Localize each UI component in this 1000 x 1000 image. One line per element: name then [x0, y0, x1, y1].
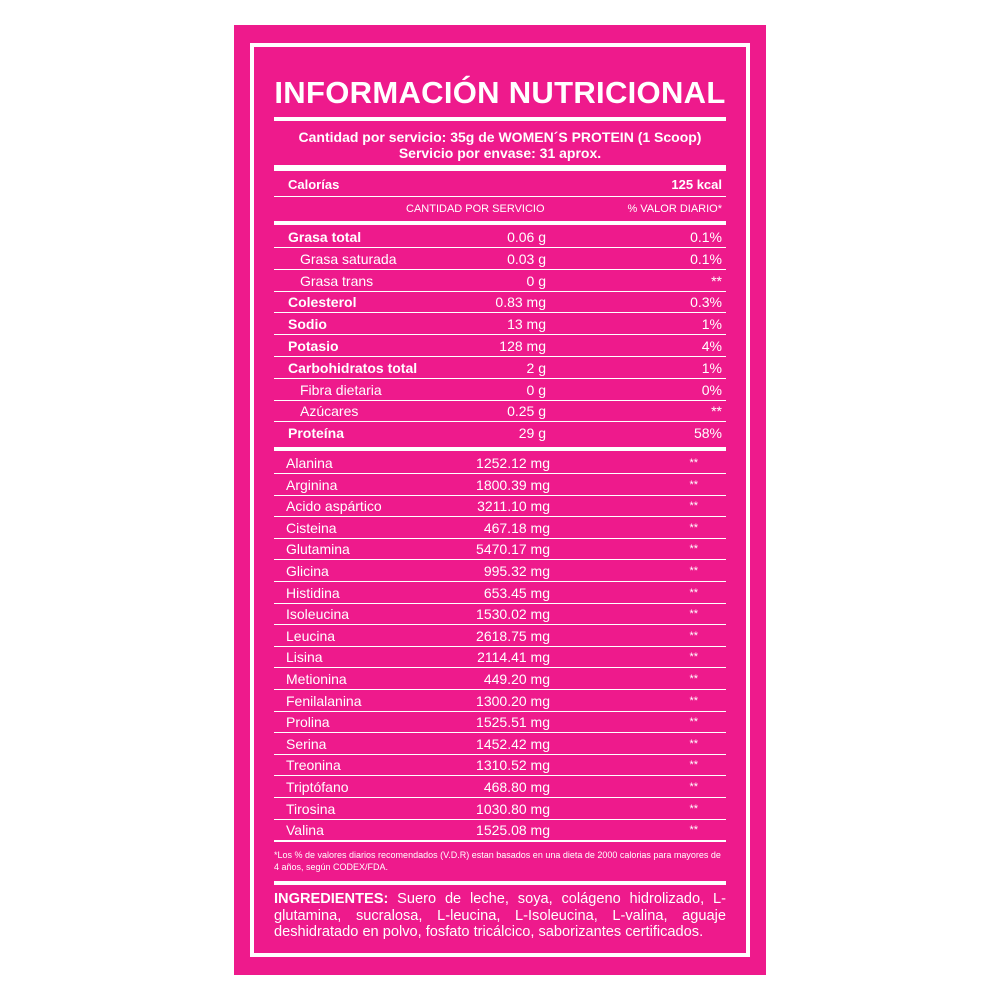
amino-acid-label: Triptófano — [286, 779, 349, 795]
header-divider — [274, 221, 726, 225]
amino-acid-label: Tirosina — [286, 800, 336, 817]
nutrient-row — [274, 423, 726, 443]
serving-info — [274, 129, 726, 161]
nutrient-amount: 29 g — [518, 425, 546, 442]
label-title: INFORMACIÓN NUTRICIONAL — [274, 75, 726, 110]
nutrient-row — [274, 249, 726, 269]
amino-acid-label: Fenilalanina — [286, 692, 362, 709]
amino-acid-row — [274, 755, 726, 775]
amino-acid-row — [274, 583, 726, 603]
nutrient-daily-value: 0.1% — [690, 250, 722, 267]
amino-acid-label: Histidina — [286, 584, 340, 601]
nutrient-daily-value: 58% — [693, 425, 722, 442]
calories-label: Calorías — [288, 177, 340, 192]
nutrient-daily-value: ** — [711, 272, 722, 289]
amino-acid-daily-value: ** — [689, 673, 698, 685]
amino-acid-amount: 468.80 mg — [483, 779, 550, 795]
nutrient-amount: 0 g — [526, 272, 546, 289]
amount-column-header: CANTIDAD POR SERVICIO — [406, 203, 545, 215]
amino-acid-amount: 467.18 mg — [483, 519, 550, 536]
amino-acid-daily-value: ** — [689, 543, 698, 556]
nutrient-row — [274, 314, 726, 334]
nutrient-daily-value: ** — [711, 403, 722, 420]
amino-acid-label: Isoleucina — [286, 606, 350, 623]
amino-acid-amount: 1525.08 mg — [476, 822, 550, 839]
amino-acid-row — [274, 777, 726, 797]
nutrient-amount: 0.03 g — [507, 250, 546, 267]
nutrient-label: Proteína — [288, 425, 345, 442]
nutrient-row — [274, 401, 726, 421]
amino-acid-amount: 1310.52 mg — [476, 757, 550, 774]
serving-divider — [274, 165, 726, 171]
nutrient-label: Grasa trans — [300, 272, 374, 289]
amino-acid-daily-value: ** — [689, 716, 698, 729]
amino-acid-amount: 1800.39 mg — [476, 476, 550, 493]
nutrient-row — [274, 271, 726, 291]
nutrient-label: Grasa saturada — [300, 250, 397, 267]
amino-acid-label: Valina — [286, 822, 324, 839]
amino-acid-daily-value: ** — [689, 478, 698, 491]
column-headers — [274, 199, 726, 219]
amino-acid-row — [274, 647, 726, 667]
amino-acid-amount: 1525.51 mg — [476, 714, 550, 731]
daily-value-footnote: *Los % de valores diarios recomendados (V.D.R) estan basados en una dieta de 2000 calorias para mayores de 4 años, según CODEX/FDA. — [274, 850, 721, 872]
serving-size: Cantidad por servicio: 35g de WOMEN´S PROTEIN (1 Scoop) — [298, 129, 702, 145]
nutrient-amount: 128 mg — [499, 338, 546, 354]
amino-acid-label: Glicina — [286, 563, 329, 579]
nutrient-row — [274, 380, 726, 400]
amino-acid-amount: 653.45 mg — [483, 584, 550, 601]
nutrient-daily-value: 1% — [701, 359, 722, 376]
amino-acid-amount: 1300.20 mg — [476, 692, 550, 709]
nutrient-daily-value: 1% — [701, 316, 722, 333]
nutrient-label: Fibra dietaria — [300, 381, 382, 398]
amino-acid-amount: 2618.75 mg — [476, 627, 550, 644]
amino-acid-daily-value: ** — [689, 759, 698, 772]
amino-acid-row — [274, 626, 726, 646]
nutrient-row — [274, 336, 726, 356]
amino-acid-daily-value: ** — [689, 500, 698, 513]
label-frame — [250, 43, 750, 957]
calories-divider — [274, 196, 726, 197]
nutrient-daily-value: 4% — [701, 338, 722, 354]
amino-acid-daily-value: ** — [689, 586, 698, 599]
amino-acid-row — [274, 669, 726, 689]
amino-acid-amount: 1530.02 mg — [476, 606, 550, 623]
amino-acid-daily-value: ** — [689, 781, 698, 793]
amino-acid-daily-value: ** — [689, 694, 698, 707]
title-divider — [274, 117, 726, 121]
amino-acid-row — [274, 604, 726, 624]
amino-acid-row — [274, 496, 726, 516]
amino-acid-daily-value: ** — [689, 824, 698, 837]
nutrient-amount: 0.06 g — [507, 229, 546, 245]
nutrient-label: Potasio — [288, 338, 339, 354]
amino-acid-daily-value: ** — [689, 457, 698, 469]
amino-acid-label: Acido aspártico — [286, 498, 382, 515]
amino-acid-row — [274, 561, 726, 581]
calories-value: 125 kcal — [671, 177, 722, 192]
nutrient-daily-value: 0% — [701, 381, 722, 398]
nutrient-label: Colesterol — [288, 294, 357, 311]
amino-acid-daily-value: ** — [689, 629, 698, 642]
nutrient-label: Carbohidratos total — [288, 359, 418, 376]
amino-acid-row — [274, 475, 726, 495]
nutrient-amount: 0.83 mg — [495, 294, 546, 311]
amino-acid-label: Arginina — [286, 476, 338, 493]
nutrient-row — [274, 227, 726, 247]
amino-acid-label: Cisteina — [286, 519, 337, 536]
nutrient-daily-value: 0.1% — [690, 229, 722, 245]
ingredients-text: Suero de leche, soya, colágeno hidrolizado, L-glutamina, sucralosa, L-leucina, L-Isoleucina, L-valina, aguaje deshidratado en polvo, fosfato tricálcico, saborizantes certificados. — [274, 891, 726, 940]
nutrient-amount: 2 g — [526, 359, 546, 376]
amino-acid-row — [274, 518, 726, 538]
amino-acid-label: Prolina — [286, 714, 330, 731]
nutrition-label-panel — [234, 25, 766, 975]
amino-acid-amount: 1452.42 mg — [476, 735, 550, 752]
amino-acid-row — [274, 799, 726, 819]
ingredients-label: INGREDIENTES: — [274, 891, 389, 907]
nutrient-amount: 13 mg — [507, 316, 546, 333]
footnote-divider — [274, 881, 726, 885]
calories-row — [274, 175, 726, 195]
amino-acid-amount: 3211.10 mg — [477, 498, 550, 515]
amino-acid-label: Metionina — [286, 671, 347, 687]
nutrient-label: Sodio — [288, 316, 327, 333]
amino-acid-row — [274, 691, 726, 711]
amino-acid-label: Alanina — [286, 455, 333, 471]
amino-acid-daily-value: ** — [689, 521, 698, 534]
amino-acid-amount: 1252.12 mg — [476, 455, 550, 471]
ingredients-section — [274, 891, 726, 941]
amino-acid-row — [274, 453, 726, 473]
nutrient-label: Azúcares — [300, 403, 359, 420]
nutrient-daily-value: 0.3% — [690, 294, 722, 311]
nutrient-row — [274, 358, 726, 378]
nutrient-row — [274, 292, 726, 312]
amino-acid-daily-value: ** — [689, 608, 698, 621]
amino-acid-label: Treonina — [286, 757, 341, 774]
nutrient-amount: 0 g — [526, 381, 546, 398]
servings-per-container: Servicio por envase: 31 aprox. — [398, 145, 602, 161]
amino-acid-amount: 1030.80 mg — [476, 800, 550, 817]
amino-acid-daily-value: ** — [689, 565, 698, 577]
amino-acid-row — [274, 820, 726, 840]
amino-acid-daily-value: ** — [689, 737, 698, 750]
amino-divider — [274, 841, 726, 842]
amino-acid-label: Serina — [286, 735, 327, 752]
daily-value-column-header: % VALOR DIARIO* — [627, 203, 722, 215]
nutrient-amount: 0.25 g — [507, 403, 546, 420]
amino-acid-amount: 5470.17 mg — [476, 541, 550, 558]
amino-acid-row — [274, 712, 726, 732]
amino-acid-amount: 995.32 mg — [483, 563, 550, 579]
amino-acid-amount: 449.20 mg — [483, 671, 550, 687]
amino-acid-row — [274, 539, 726, 559]
amino-acid-daily-value: ** — [689, 651, 698, 664]
nutrient-label: Grasa total — [288, 229, 362, 245]
nutrients-divider — [274, 447, 726, 451]
amino-acid-label: Lisina — [286, 649, 323, 666]
amino-acid-label: Leucina — [286, 627, 336, 644]
amino-acid-row — [274, 734, 726, 754]
amino-acid-daily-value: ** — [689, 802, 698, 815]
amino-acid-amount: 2114.41 mg — [477, 649, 550, 666]
amino-acid-label: Glutamina — [286, 541, 350, 558]
